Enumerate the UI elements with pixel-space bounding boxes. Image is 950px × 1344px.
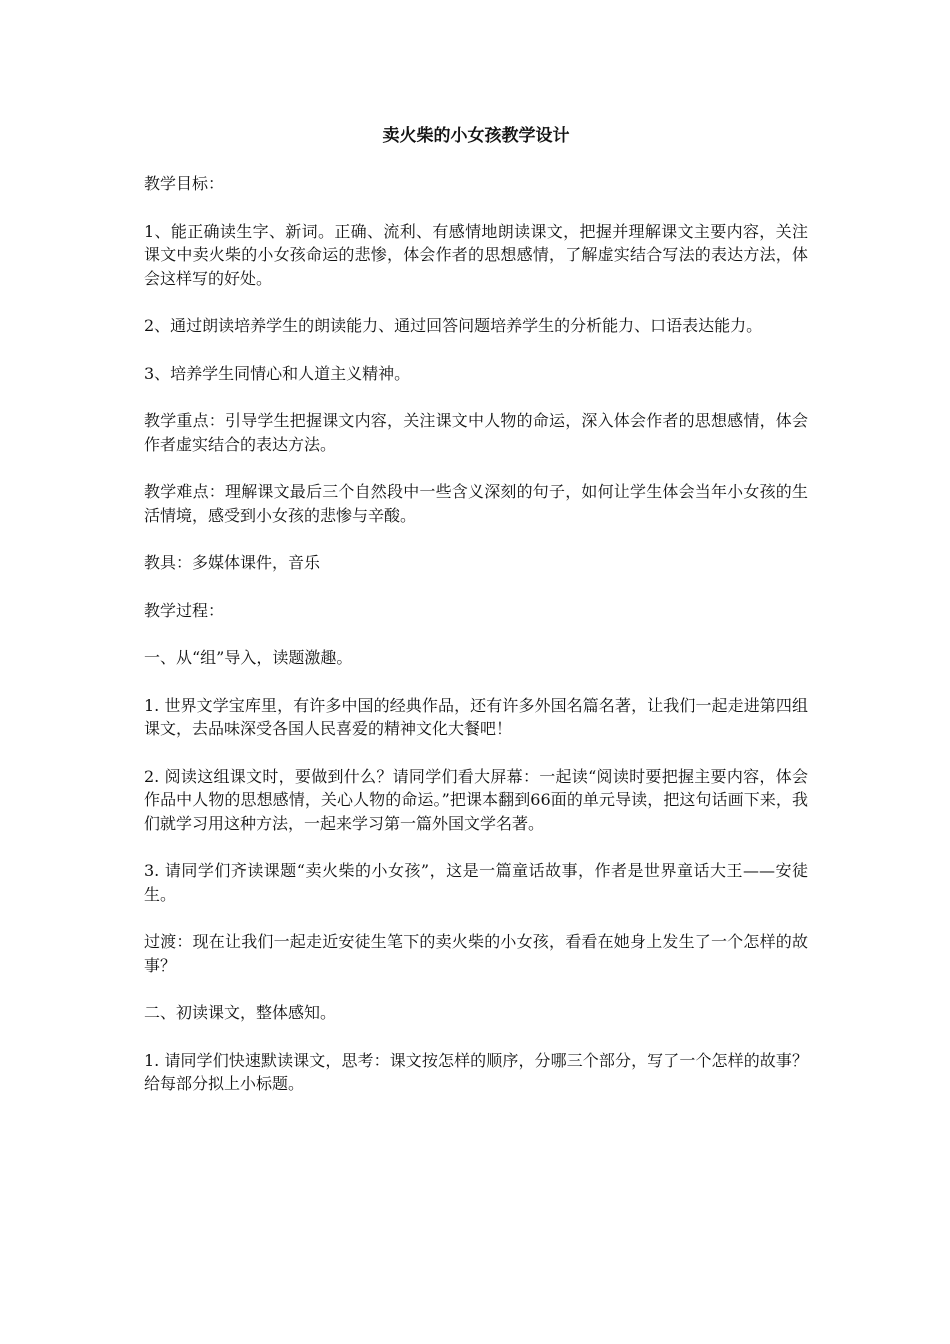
- paragraph-step-1-3: 3. 请同学们齐读课题“卖火柴的小女孩”，这是一篇童话故事，作者是世界童话大王——安徒生。: [144, 861, 808, 904]
- paragraph-goal-3: 3、培养学生同情心和人道主义精神。: [144, 363, 411, 383]
- paragraph-goal-1: 1、能正确读生字、新词。正确、流利、有感情地朗读课文，把握并理解课文主要内容，关注课文中卖火柴的小女孩命运的悲惨，体会作者的思想感情，了解虚实结合写法的表达方法，体会这样写的好处。: [144, 221, 808, 288]
- paragraph-step-2-1: 1. 请同学们快速默读课文，思考：课文按怎样的顺序，分哪三个部分，写了一个怎样的故事？给每部分拟上小标题。: [144, 1050, 808, 1093]
- paragraph-step-1-1: 1. 世界文学宝库里，有许多中国的经典作品，还有许多外国名篇名著，让我们一起走进第四组课文，去品味深受各国人民喜爱的精神文化大餐吧！: [144, 695, 808, 738]
- paragraph-teaching-aids: 教具：多媒体课件，音乐: [144, 553, 321, 572]
- paragraph-process-heading: 教学过程：: [144, 600, 225, 620]
- paragraph-goal-2: 2、通过朗读培养学生的朗读能力、通过回答问题培养学生的分析能力、口语表达能力。: [144, 316, 763, 335]
- paragraph-transition: 过渡：现在让我们一起走近安徒生笔下的卖火柴的小女孩，看看在她身上发生了一个怎样的故事？: [144, 932, 808, 975]
- paragraph-section-2-heading: 二、初读课文，整体感知。: [144, 1003, 337, 1022]
- paragraph-difficulties: 教学难点：理解课文最后三个自然段中一些含义深刻的句子，如何让学生体会当年小女孩的生活情境，感受到小女孩的悲惨与辛酸。: [144, 482, 808, 525]
- paragraph-section-1-heading: 一、从“组”导入，读题激趣。: [144, 648, 353, 667]
- document-page: [144, 124, 808, 1120]
- paragraph-teaching-goals-heading: 教学目标：: [144, 174, 225, 193]
- paragraph-step-1-2: 2. 阅读这组课文时，要做到什么？请同学们看大屏幕：一起读“阅读时要把握主要内容，体会作品中人物的思想感情，关心人物的命运。”把课本翻到66面的单元导读，把这句话画下来，我们就学习用这种方法，一起来学习第一篇外国文学名著。: [144, 766, 808, 833]
- document-title: 卖火柴的小女孩教学设计: [382, 126, 570, 146]
- paragraph-key-points: 教学重点：引导学生把握课文内容，关注课文中人物的命运，深入体会作者的思想感情，体会作者虚实结合的表达方法。: [144, 411, 808, 454]
